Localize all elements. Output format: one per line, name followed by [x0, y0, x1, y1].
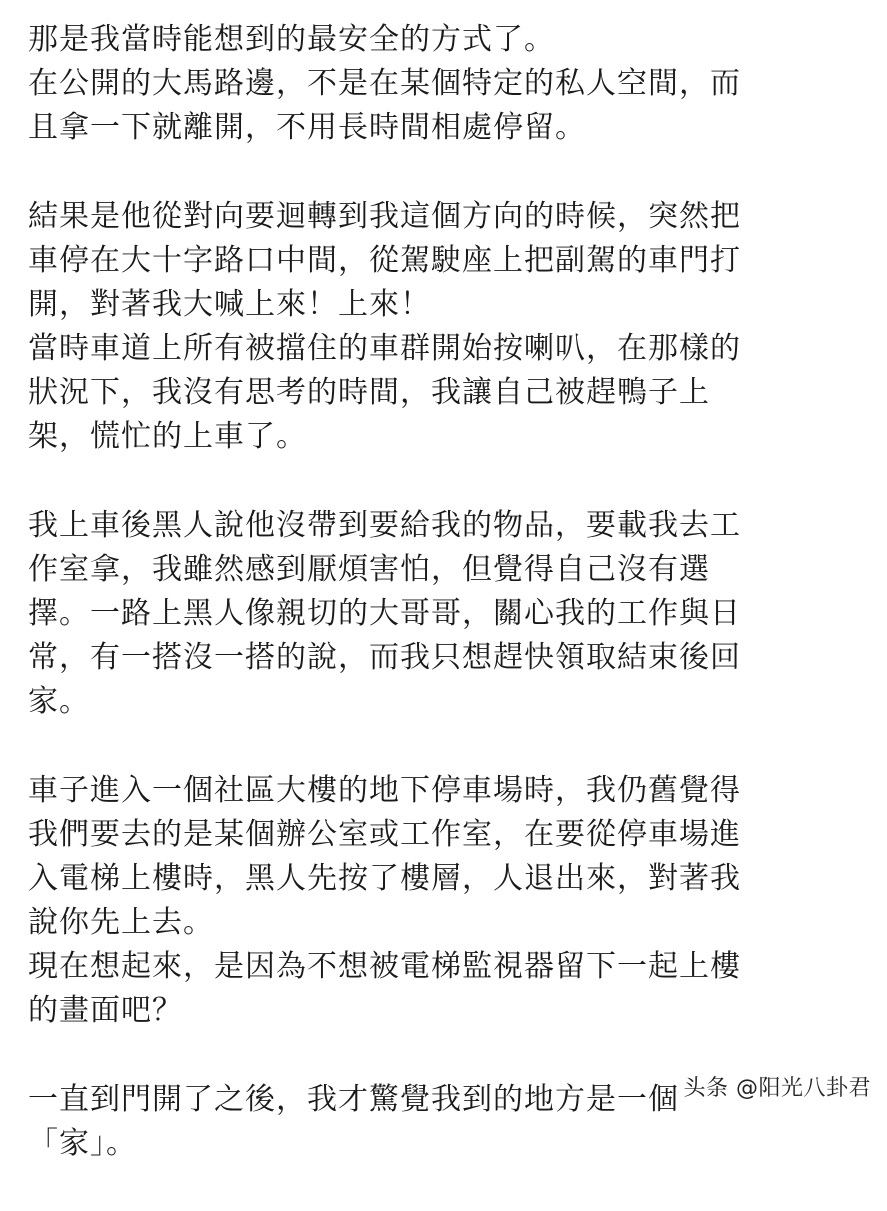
text-line: 我們要去的是某個辦公室或工作室，在要從停車場進	[28, 817, 741, 852]
document-body	[28, 18, 878, 1211]
text-line: 「家」。	[28, 1126, 137, 1161]
text-line: 我上車後黑人說他沒帶到要給我的物品，要載我去工	[28, 508, 741, 543]
paragraph-4	[28, 769, 878, 1033]
text-line: 架，慌忙的上車了。	[28, 419, 307, 454]
text-line: 當時車道上所有被擋住的車群開始按喇叭，在那樣的	[28, 331, 741, 366]
paragraph-2	[28, 195, 878, 459]
text-line: 開，對著我大喊上來！上來！	[28, 287, 431, 322]
text-line: 入電梯上樓時，黑人先按了樓層，人退出來，對著我	[28, 861, 741, 896]
source-watermark: 头条 @阳光八卦君	[683, 1076, 871, 1101]
paragraph-1	[28, 18, 878, 150]
text-line: 且拿一下就離開，不用長時間相處停留。	[28, 110, 586, 145]
text-line: 車子進入一個社區大樓的地下停車場時，我仍舊覺得	[28, 773, 741, 808]
text-line: 在公開的大馬路邊，不是在某個特定的私人空間，而	[28, 66, 741, 101]
text-line: 擇。一路上黑人像親切的大哥哥，關心我的工作與日	[28, 596, 741, 631]
text-line: 車停在大十字路口中間，從駕駛座上把副駕的車門打	[28, 243, 741, 278]
text-line: 那是我當時能想到的最安全的方式了。	[28, 22, 555, 57]
text-line: 說你先上去。	[28, 905, 214, 940]
text-line: 一直到門開了之後，我才驚覺我到的地方是一個	[28, 1082, 679, 1117]
text-line: 作室拿，我雖然感到厭煩害怕，但覺得自己沒有選	[28, 552, 710, 587]
text-line: 現在想起來，是因為不想被電梯監視器留下一起上樓	[28, 949, 741, 984]
text-line: 結果是他從對向要迴轉到我這個方向的時候，突然把	[28, 199, 741, 234]
text-line: 狀況下，我沒有思考的時間，我讓自己被趕鴨子上	[28, 375, 710, 410]
text-line: 的畫面吧？	[28, 993, 183, 1028]
text-line: 家。	[28, 684, 90, 719]
text-line: 常，有一搭沒一搭的說，而我只想趕快領取結束後回	[28, 640, 741, 675]
paragraph-3	[28, 504, 878, 724]
